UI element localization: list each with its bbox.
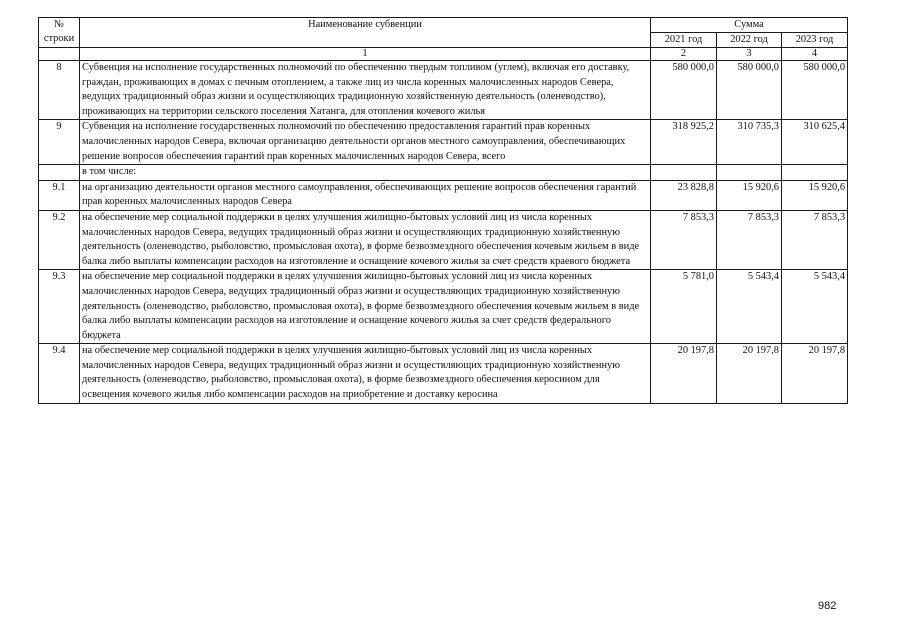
amount-2022: 580 000,0 bbox=[717, 61, 782, 120]
column-number-4: 4 bbox=[782, 48, 848, 61]
amount-2021: 5 781,0 bbox=[651, 270, 717, 344]
amount-2022: 20 197,8 bbox=[717, 344, 782, 403]
table-body bbox=[39, 61, 848, 404]
header-row-number bbox=[39, 18, 80, 48]
subsidy-name: на обеспечение мер социальной поддержки в целях улучшения жилищно-бытовых условий лиц из числа коренных малочисленных народов Севера, ведущих традиционный образ жизни и осуществляющих традиционную хозяйственную деятельность (оленеводство, рыболовство, промысловая охота), в форме безвозмездного обеспечения кочевым жильем в виде балка либо выплаты компенсации расходов на изготовление и оснащение кочевого жилья за счет средств краевого бюджета bbox=[80, 210, 651, 269]
table-row bbox=[39, 270, 848, 344]
amount-2023: 580 000,0 bbox=[782, 61, 848, 120]
subsidy-name: на обеспечение мер социальной поддержки в целях улучшения жилищно-бытовых условий лиц из числа коренных малочисленных народов Севера, ведущих традиционный образ жизни и осуществляющих традиционную хозяйственную деятельность (оленеводство, рыболовство, промысловая охота), в форме безвозмездного обеспечения керосином для освещения кочевого жилья либо компенсации расходов на приобретение и доставку керосина bbox=[80, 344, 651, 403]
amount-2023: 15 920,6 bbox=[782, 180, 848, 210]
header-subsidy-name: Наименование субвенции bbox=[80, 18, 651, 48]
amount-2023: 310 625,4 bbox=[782, 120, 848, 165]
amount-2021: 580 000,0 bbox=[651, 61, 717, 120]
header-year-2022: 2022 год bbox=[717, 33, 782, 48]
header-row-1 bbox=[39, 18, 848, 33]
amount-2021: 7 853,3 bbox=[651, 210, 717, 269]
amount-2023: 5 543,4 bbox=[782, 270, 848, 344]
column-number-2: 2 bbox=[651, 48, 717, 61]
column-number-1: 1 bbox=[80, 48, 651, 61]
amount-2023: 7 853,3 bbox=[782, 210, 848, 269]
amount-2021: 318 925,2 bbox=[651, 120, 717, 165]
subsidies-table bbox=[38, 17, 848, 404]
header-year-2021: 2021 год bbox=[651, 33, 717, 48]
amount-2023 bbox=[782, 165, 848, 181]
subsidy-name: на обеспечение мер социальной поддержки в целях улучшения жилищно-бытовых условий лиц из числа коренных малочисленных народов Севера, ведущих традиционный образ жизни и осуществляющих традиционную хозяйственную деятельность (оленеводство, рыболовство, промысловая охота), в форме безвозмездного обеспечения кочевым жильем в виде балка либо выплаты компенсации расходов на изготовление и оснащение кочевого жилья за счет средств федерального бюджета bbox=[80, 270, 651, 344]
amount-2021: 23 828,8 bbox=[651, 180, 717, 210]
header-row-number-line1: № bbox=[54, 19, 64, 30]
amount-2022: 5 543,4 bbox=[717, 270, 782, 344]
header-sum: Сумма bbox=[651, 18, 848, 33]
amount-2022: 7 853,3 bbox=[717, 210, 782, 269]
amount-2023: 20 197,8 bbox=[782, 344, 848, 403]
table-row bbox=[39, 344, 848, 403]
page-number: 982 bbox=[818, 600, 837, 612]
row-number: 9 bbox=[39, 120, 80, 165]
column-numbers-row bbox=[39, 48, 848, 61]
table-header bbox=[39, 18, 848, 61]
column-number-3: 3 bbox=[717, 48, 782, 61]
table-row bbox=[39, 180, 848, 210]
amount-2021: 20 197,8 bbox=[651, 344, 717, 403]
header-row-number-line2: строки bbox=[43, 33, 75, 44]
subsidy-name: Субвенция на исполнение государственных полномочий по обеспечению предоставления гарантий прав коренных малочисленных народов Севера, включая организацию деятельности органов местного самоуправления, обеспечивающих решение вопросов обеспечения гарантий прав коренных малочисленных народов Севера, всего bbox=[80, 120, 651, 165]
column-number-empty bbox=[39, 48, 80, 61]
subsidy-name: в том числе: bbox=[80, 165, 651, 181]
table-row bbox=[39, 165, 848, 181]
amount-2022 bbox=[717, 165, 782, 181]
header-year-2023: 2023 год bbox=[782, 33, 848, 48]
row-number: 8 bbox=[39, 61, 80, 120]
amount-2022: 15 920,6 bbox=[717, 180, 782, 210]
table-row bbox=[39, 120, 848, 165]
subsidy-name: Субвенция на исполнение государственных полномочий по обеспечению твердым топливом (углем), включая его доставку, граждан, проживающих в домах с печным отоплением, а также лиц из числа коренных малочисленных народов Севера, ведущих традиционный образ жизни и осуществляющих традиционную хозяйственную деятельность (оленеводство), проживающих на территории сельского поселения Хатанга, для отопления кочевого жилья bbox=[80, 61, 651, 120]
row-number: 9.4 bbox=[39, 344, 80, 403]
row-number: 9.3 bbox=[39, 270, 80, 344]
table-row bbox=[39, 61, 848, 120]
row-number: 9.2 bbox=[39, 210, 80, 269]
amount-2022: 310 735,3 bbox=[717, 120, 782, 165]
amount-2021 bbox=[651, 165, 717, 181]
row-number: 9.1 bbox=[39, 180, 80, 210]
table-row bbox=[39, 210, 848, 269]
subsidy-name: на организацию деятельности органов местного самоуправления, обеспечивающих решение вопросов обеспечения гарантий прав коренных малочисленных народов Севера bbox=[80, 180, 651, 210]
row-number bbox=[39, 165, 80, 181]
